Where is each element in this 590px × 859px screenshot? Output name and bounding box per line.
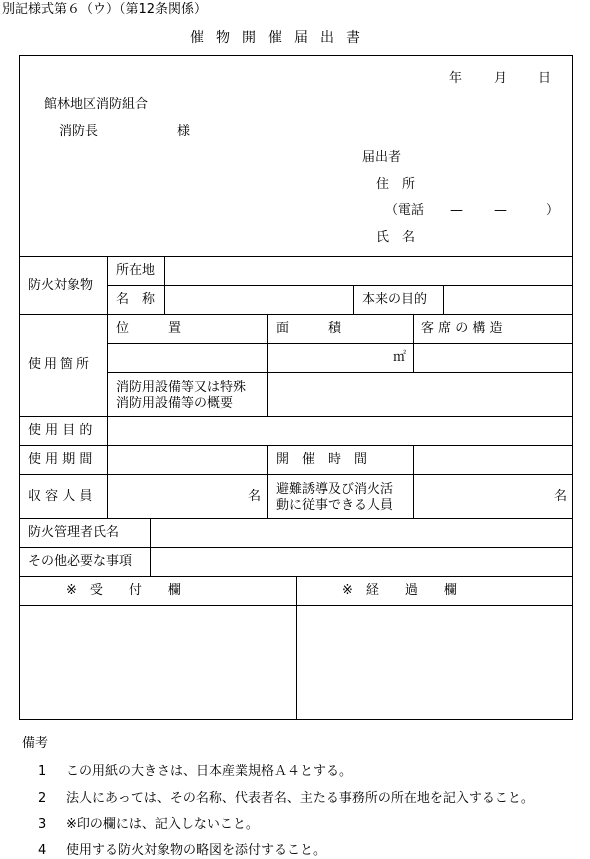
fire-object-label: 防火対象物: [28, 278, 94, 293]
evacuation-label-2: 動に従事できる人員: [276, 498, 394, 513]
date-day: 日: [538, 71, 552, 86]
date-year: 年: [449, 71, 463, 86]
evacuation-label-1: 避難誘導及び消火活: [276, 482, 394, 497]
location-label: 所在地: [116, 263, 156, 278]
position-label: 位 置: [116, 321, 182, 336]
rule: [107, 256, 108, 446]
reception-label: ※ 受 付 欄: [66, 583, 181, 598]
rule: [267, 445, 268, 518]
rule: [413, 314, 414, 372]
addressee-chief: 消防長: [59, 124, 99, 139]
fire-equipment-label-1: 消防用設備等又は特殊: [116, 380, 247, 395]
rule: [19, 416, 573, 417]
persons-unit: 名: [248, 489, 262, 504]
rule: [353, 285, 354, 314]
name-field-label: 名 称: [116, 292, 156, 307]
phone-close: ）: [546, 203, 560, 218]
address-label: 住 所: [376, 177, 416, 192]
rule: [107, 343, 573, 344]
rule: [19, 518, 573, 519]
other-items-label: その他必要な事項: [28, 554, 133, 569]
rule: [107, 285, 573, 286]
phone-dash: —: [494, 203, 507, 218]
progress-label: ※ 経 過 欄: [342, 583, 457, 598]
rule: [413, 445, 414, 518]
phone-dash: —: [450, 203, 463, 218]
area-label: 面 積: [276, 321, 342, 336]
name-label: 氏 名: [376, 230, 416, 245]
sqm-unit: ㎡: [393, 350, 407, 365]
note-text: 使用する防火対象物の略図を添付すること。: [66, 843, 327, 858]
rule: [443, 285, 444, 314]
addressee-sama: 様: [177, 124, 191, 139]
rule: [19, 547, 573, 548]
date-month: 月: [494, 71, 508, 86]
fire-equipment-label-2: 消防用設備等の概要: [116, 396, 234, 411]
rule: [19, 445, 573, 446]
rule: [19, 314, 573, 315]
note-text: ※印の欄には、記入しないこと。: [66, 817, 259, 832]
rule: [296, 576, 297, 720]
rule: [164, 256, 165, 314]
seat-structure-label: 客 席 の 構 造: [421, 321, 503, 336]
rule: [19, 474, 573, 475]
rule: [267, 314, 268, 416]
form-number: 別記様式第６（ウ）（第12条関係）: [2, 2, 208, 17]
note-number: 1: [38, 764, 47, 779]
note-number: 4: [38, 843, 47, 858]
use-purpose-label: 使 用 目 的: [28, 423, 93, 438]
note-number: 3: [38, 817, 47, 832]
capacity-label: 収 容 人 員: [28, 489, 93, 504]
addressee-org: 館林地区消防組合: [44, 97, 149, 112]
note-text: 法人にあっては、その名称、代表者名、主たる事務所の所在地を記入すること。: [66, 791, 534, 806]
rule: [107, 372, 573, 373]
rule: [19, 256, 573, 257]
rule: [150, 518, 151, 576]
rule: [107, 445, 108, 518]
fire-manager-label: 防火管理者氏名: [28, 525, 120, 540]
use-place-label: 使用箇所: [28, 357, 93, 372]
use-period-label: 使 用 期 間: [28, 452, 93, 467]
note-text: この用紙の大きさは、日本産業規格Ａ４とする。: [66, 764, 353, 779]
submitter-label: 届出者: [362, 150, 402, 165]
document-title: 催物開催届出書: [190, 30, 372, 46]
notes-heading: 備考: [22, 736, 49, 751]
note-number: 2: [38, 791, 47, 806]
original-purpose-label: 本来の目的: [362, 292, 428, 307]
phone-label: （電話: [385, 203, 425, 218]
event-time-label: 開 催 時 間: [276, 452, 368, 467]
persons-unit: 名: [554, 489, 568, 504]
